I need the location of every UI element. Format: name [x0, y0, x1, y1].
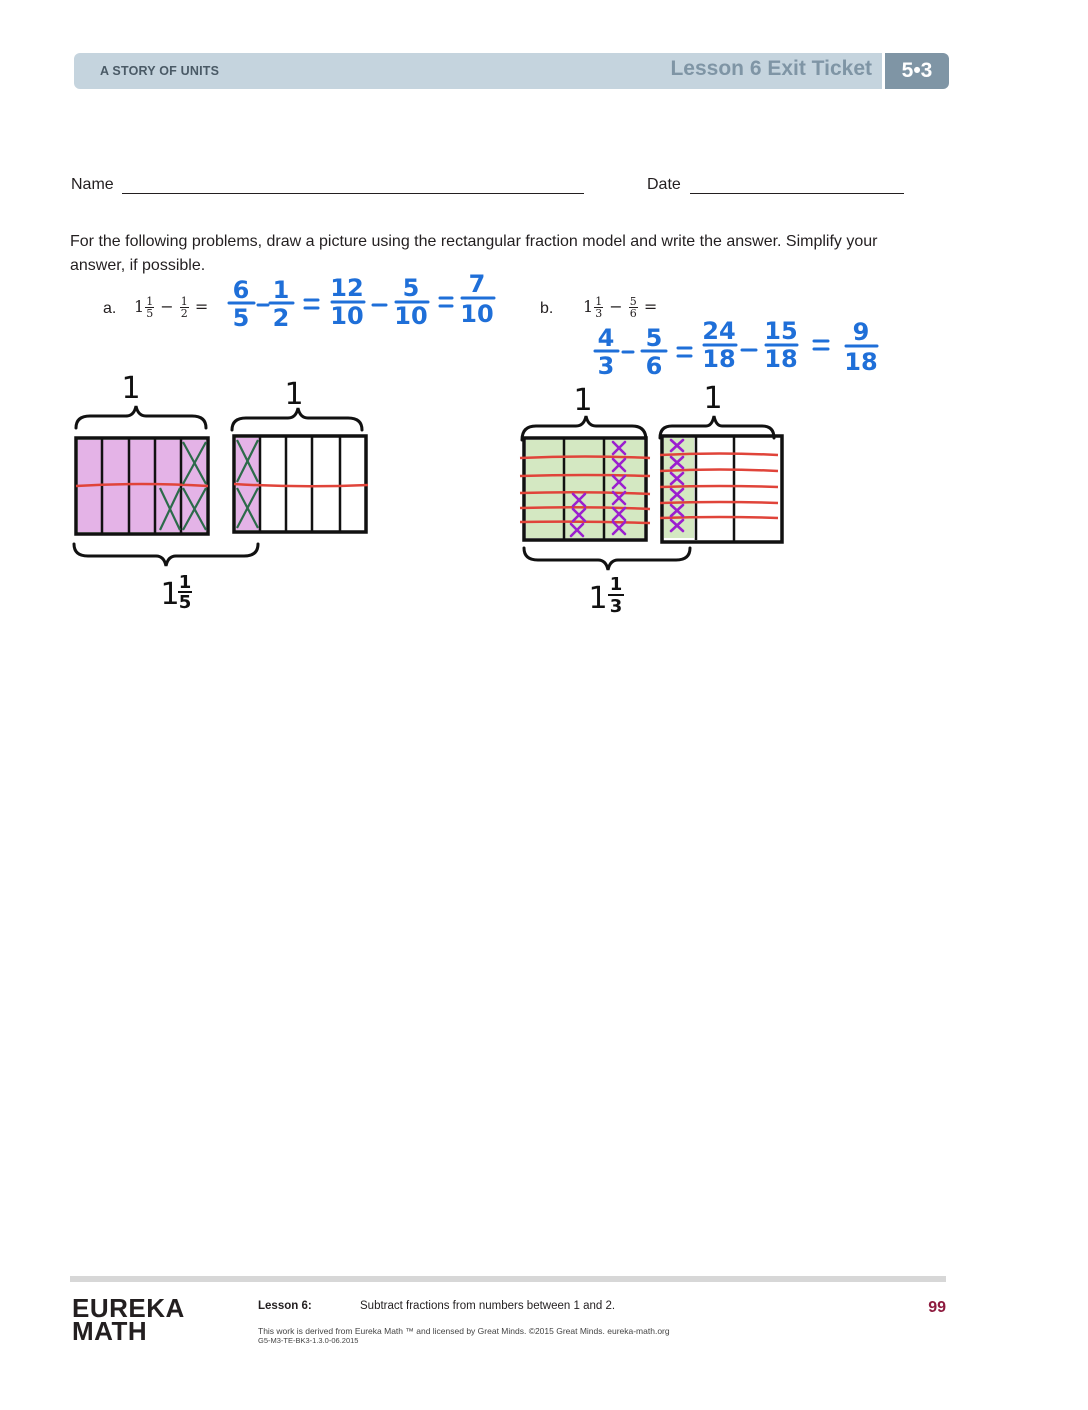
problem-b-whole: 1	[583, 297, 594, 316]
instructions: For the following problems, draw a picture using the rectangular fraction model and write the answer. Simplify your answer, if possible.	[70, 233, 878, 274]
svg-text:1: 1	[284, 377, 304, 412]
problem-a-label: a.	[103, 300, 117, 317]
grade-module-badge: 5•3	[885, 53, 949, 89]
svg-text:10: 10	[460, 300, 494, 328]
svg-text:3: 3	[609, 596, 623, 617]
svg-text:10: 10	[330, 302, 364, 330]
svg-text:5: 5	[402, 274, 420, 302]
svg-text:12: 12	[330, 274, 364, 302]
svg-text:1: 1	[121, 371, 141, 406]
problem-a-whole: 1	[134, 297, 145, 316]
problem-b-minus: −	[609, 297, 623, 316]
svg-text:3: 3	[597, 352, 615, 380]
svg-text:1: 1	[178, 572, 192, 593]
footer-rule	[70, 1276, 946, 1282]
svg-text:7: 7	[468, 270, 486, 298]
date-label: Date	[647, 176, 681, 193]
svg-text:5: 5	[178, 592, 192, 613]
svg-text:1: 1	[703, 381, 723, 416]
svg-text:9: 9	[852, 318, 870, 346]
svg-text:6: 6	[232, 276, 250, 304]
svg-text:15: 15	[764, 317, 798, 345]
problem-b-label: b.	[540, 300, 554, 317]
problem-b-fraction-2: $\frac{5}{6}$	[629, 295, 637, 320]
svg-text:18: 18	[764, 345, 798, 373]
problem-b-fraction-1: $\frac{1}{3}$	[595, 295, 603, 320]
footer-lesson-description: Subtract fractions from numbers between 1 and 2.	[360, 1300, 616, 1312]
series-title: A STORY OF UNITS	[100, 64, 220, 78]
footer-lesson-label: Lesson 6:	[258, 1300, 312, 1312]
page-number: 99	[928, 1299, 946, 1316]
svg-text:1: 1	[588, 581, 608, 616]
svg-text:5: 5	[232, 304, 250, 332]
problem-b-handwritten-equation	[595, 317, 878, 380]
problem-a-fraction-model	[74, 371, 368, 613]
svg-text:24: 24	[702, 317, 736, 345]
eureka-math-logo: EUREKA MATH	[72, 1293, 185, 1346]
license-text: This work is derived from Eureka Math ™ and licensed by Great Minds. ©2015 Great Minds. eureka-math.org	[258, 1326, 670, 1336]
svg-text:2: 2	[272, 304, 290, 332]
problem-a-minus: −	[160, 297, 174, 316]
document-code: G5-M3-TE-BK3-1.3.0-06.2015	[258, 1336, 359, 1345]
svg-text:18: 18	[702, 345, 736, 373]
svg-text:1: 1	[160, 577, 180, 612]
svg-text:5: 5	[645, 324, 663, 352]
page-title: Lesson 6 Exit Ticket	[670, 57, 872, 80]
svg-text:18: 18	[844, 348, 878, 376]
problem-a-fraction-1: $\frac{1}{5}$	[146, 295, 154, 320]
svg-text:4: 4	[597, 324, 615, 352]
problem-a-equals: =	[194, 297, 209, 316]
svg-text:1: 1	[573, 383, 593, 418]
svg-text:6: 6	[645, 352, 663, 380]
problem-a-fraction-2: $\frac{1}{2}$	[180, 295, 188, 320]
name-label: Name	[71, 176, 114, 193]
svg-text:1: 1	[272, 276, 290, 304]
svg-text:10: 10	[394, 302, 428, 330]
problem-b-equals: =	[643, 297, 658, 316]
problem-a-handwritten-equation	[229, 270, 494, 332]
problem-b-fraction-model	[520, 381, 782, 617]
svg-text:1: 1	[609, 574, 623, 595]
